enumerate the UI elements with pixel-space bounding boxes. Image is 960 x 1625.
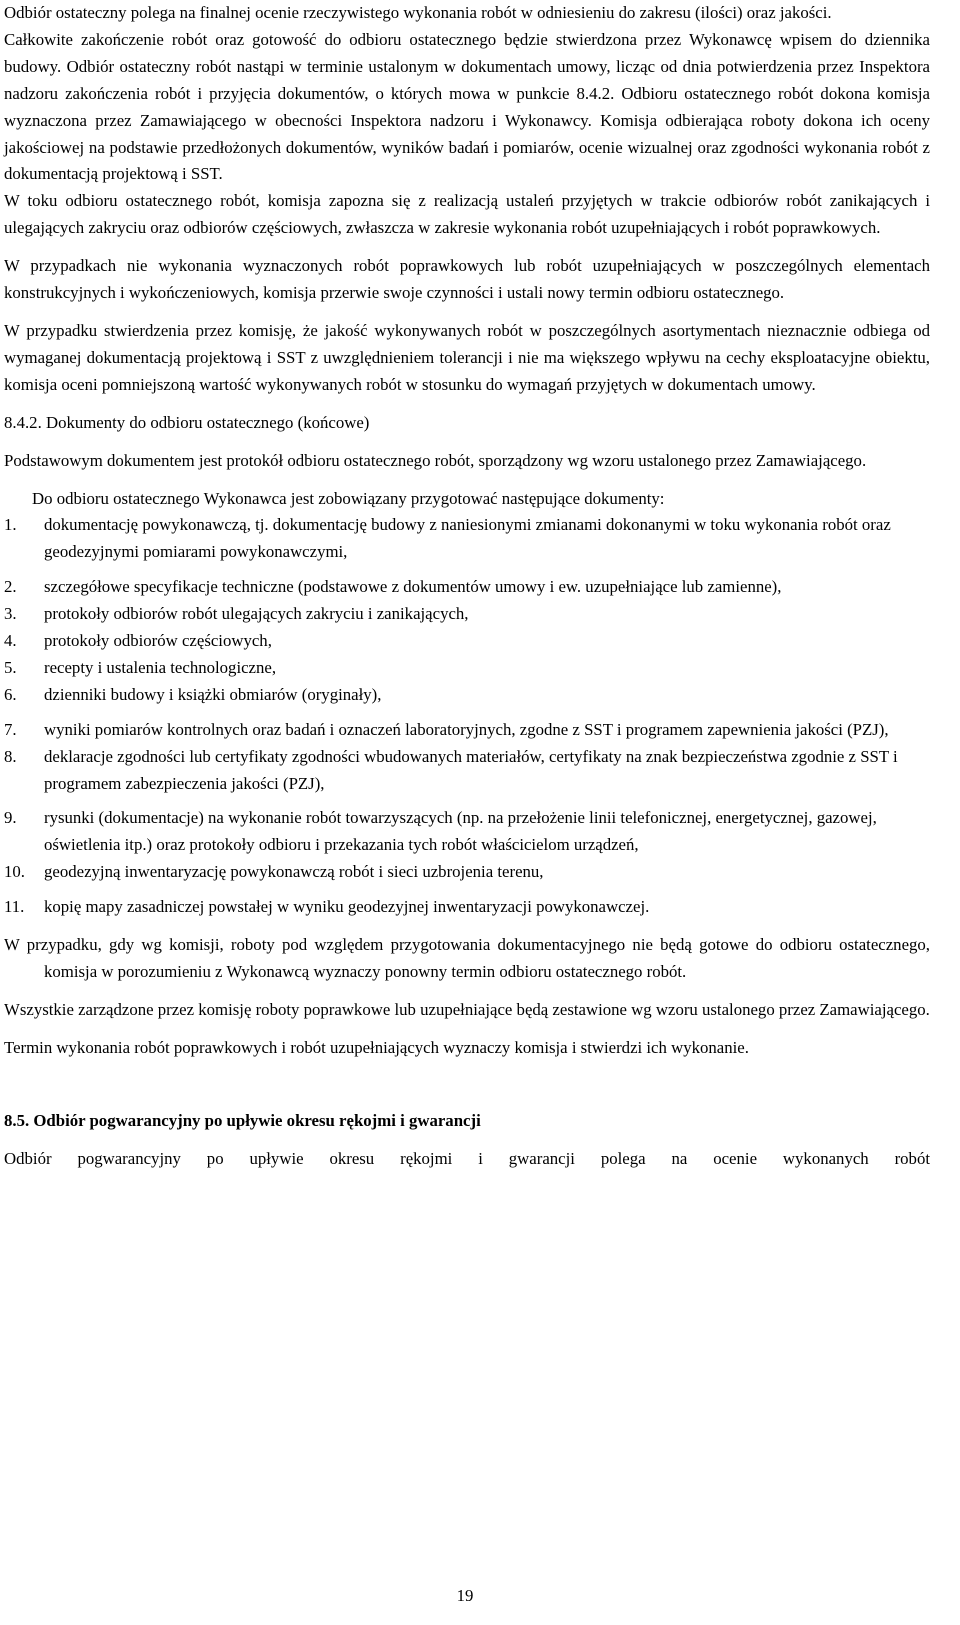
page-number: 19 — [456, 1586, 474, 1605]
list-item-text: geodezyjną inwentaryzację powykonawczą robót i sieci uzbrojenia terenu, — [44, 862, 544, 882]
paragraph-unfinished-works: W przypadkach nie wykonania wyznaczonych robót poprawkowych lub robót uzupełniających w poszczególnych elementach konstrukcyjnych i wykończeniowych, komisja przerwie swoje czynności i ustali nowy termin odbioru ostatecznego. — [4, 256, 930, 303]
list-item-text: kopię mapy zasadniczej powstałej w wyniku geodezyjnej inwentaryzacji powykonawczej. — [44, 897, 650, 917]
paragraph-final-acceptance-definition: Odbiór ostateczny polega na finalnej ocenie rzeczywistego wykonania robót w odniesieniu do zakresu (ilości) oraz jakości. — [4, 3, 832, 22]
paragraph-documents-intro: Do odbioru ostatecznego Wykonawca jest zobowiązany przygotować następujące dokumenty: — [32, 488, 665, 508]
list-item-text: dzienniki budowy i książki obmiarów (oryginały), — [44, 684, 382, 704]
paragraph-commission-review: W toku odbioru ostatecznego robót, komisja zapozna się z realizacją ustaleń przyjętych w trakcie odbiorów robót zanikających i ulegających zakryciu oraz odbiorów częściowych, zwłaszcza w zakresie wykonania robót uzupełniających i robót poprawkowych. — [4, 191, 930, 238]
paragraph-corrective-deadline: Termin wykonania robót poprawkowych i robót uzupełniających wyznaczy komisja i stwierdzi ich wykonanie. — [4, 1037, 749, 1057]
list-item-number: 3. — [4, 604, 17, 624]
list-item-text: wyniki pomiarów kontrolnych oraz badań i oznaczeń laboratoryjnych, zgodne z SST i programem zapewnienia jakości (PZJ), — [44, 719, 889, 739]
paragraph-quality-deviation: W przypadku stwierdzenia przez komisję, że jakość wykonywanych robót w poszczególnych asortymentach nieznacznie odbiega od wymaganej dokumentacją projektową i SST z uwzględnieniem tolerancji i nie ma większego wpływu na cechy eksploatacyjne obiektu, komisja oceni pomniejszoną wartość wykonywanych robót w stosunku do wymagań przyjętych w dokumentach umowy. — [4, 320, 930, 394]
list-item-text: recepty i ustalenia technologiczne, — [44, 657, 277, 677]
list-item-number: 6. — [4, 684, 17, 704]
list-item — [4, 744, 930, 798]
list-item-text: szczegółowe specyfikacje techniczne (podstawowe z dokumentów umowy i ew. uzupełniające lub zamienne), — [44, 577, 782, 597]
list-item-text: rysunki (dokumentacje) na wykonanie robót towarzyszących (np. na przełożenie linii telefonicznej, energetycznej, gazowej, oświetlenia itp.) oraz protokoły odbioru i przekazania tych robót właścicielom urządzeń, — [44, 808, 877, 855]
list-item-number: 1. — [4, 515, 17, 535]
list-item-number: 2. — [4, 577, 17, 597]
paragraph-repeat-term: W przypadku, gdy wg komisji, roboty pod względem przygotowania dokumentacyjnego nie będą gotowe do odbioru ostatecznego, komisja w porozumieniu z Wykonawcą wyznaczy ponowny termin odbioru ostatecznego robót. — [4, 935, 930, 981]
list-item-number: 4. — [4, 631, 17, 651]
list-item-text: protokoły odbiorów robót ulegających zakryciu i zanikających, — [44, 604, 469, 624]
list-item — [4, 601, 930, 628]
list-item — [4, 655, 930, 682]
list-item — [4, 717, 930, 744]
list-item-text: protokoły odbiorów częściowych, — [44, 631, 272, 651]
list-item-number: 9. — [4, 808, 17, 828]
list-item — [4, 682, 930, 709]
list-item-number: 11. — [4, 897, 25, 917]
list-item-number: 10. — [4, 862, 25, 882]
section-heading-8-5: 8.5. Odbiór pogwarancyjny po upływie okresu rękojmi i gwarancji — [4, 1110, 481, 1130]
list-item — [4, 859, 930, 886]
list-item-text: deklaracje zgodności lub certyfikaty zgodności wbudowanych materiałów, certyfikaty na znak bezpieczeństwa zgodnie z SST i programem zabezpieczenia jakości (PZJ), — [44, 746, 898, 793]
paragraph-corrective-works: Wszystkie zarządzone przez komisję roboty poprawkowe lub uzupełniające będą zestawione wg wzoru ustalonego przez Zamawiającego. — [4, 999, 930, 1019]
list-item-number: 7. — [4, 719, 17, 739]
section-heading-8-4-2: 8.4.2. Dokumenty do odbioru ostatecznego (końcowe) — [4, 412, 370, 432]
documents-list — [4, 512, 930, 921]
list-item — [4, 628, 930, 655]
list-item-text: dokumentację powykonawczą, tj. dokumentację budowy z naniesionymi zmianami dokonanymi w toku wykonania robót oraz geodezyjnymi pomiarami powykonawczymi, — [44, 515, 891, 562]
list-item-number: 5. — [4, 657, 17, 677]
list-item — [4, 574, 930, 601]
list-item-number: 8. — [4, 746, 17, 766]
paragraph-protocol: Podstawowym dokumentem jest protokół odbioru ostatecznego robót, sporządzony wg wzoru ustalonego przez Zamawiającego. — [4, 450, 867, 470]
list-item — [4, 805, 930, 859]
list-item — [4, 894, 930, 921]
paragraph-completion-confirmation: Całkowite zakończenie robót oraz gotowość do odbioru ostatecznego będzie stwierdzona przez Wykonawcę wpisem do dziennika budowy. Odbiór ostateczny robót nastąpi w terminie ustalonym w dokumentach umowy, licząc od dnia potwierdzenia przez Inspektora nadzoru zakończenia robót i przyjęcia dokumentów, o których mowa w punkcie 8.4.2. Odbioru ostatecznego robót dokona komisja wyznaczona przez Zamawiającego w obecności Inspektora nadzoru i Wykonawcy. Komisja odbierająca roboty dokona ich oceny jakościowej na podstawie przedłożonych dokumentów, wyników badań i pomiarów, ocenie wizualnej oraz zgodności wykonania robót z dokumentacją projektową i SST. — [4, 29, 930, 184]
paragraph-post-warranty: Odbiór pogwarancyjny po upływie okresu rękojmi i gwarancji polega na ocenie wykonanych robót — [4, 1148, 930, 1168]
list-item — [4, 512, 930, 566]
